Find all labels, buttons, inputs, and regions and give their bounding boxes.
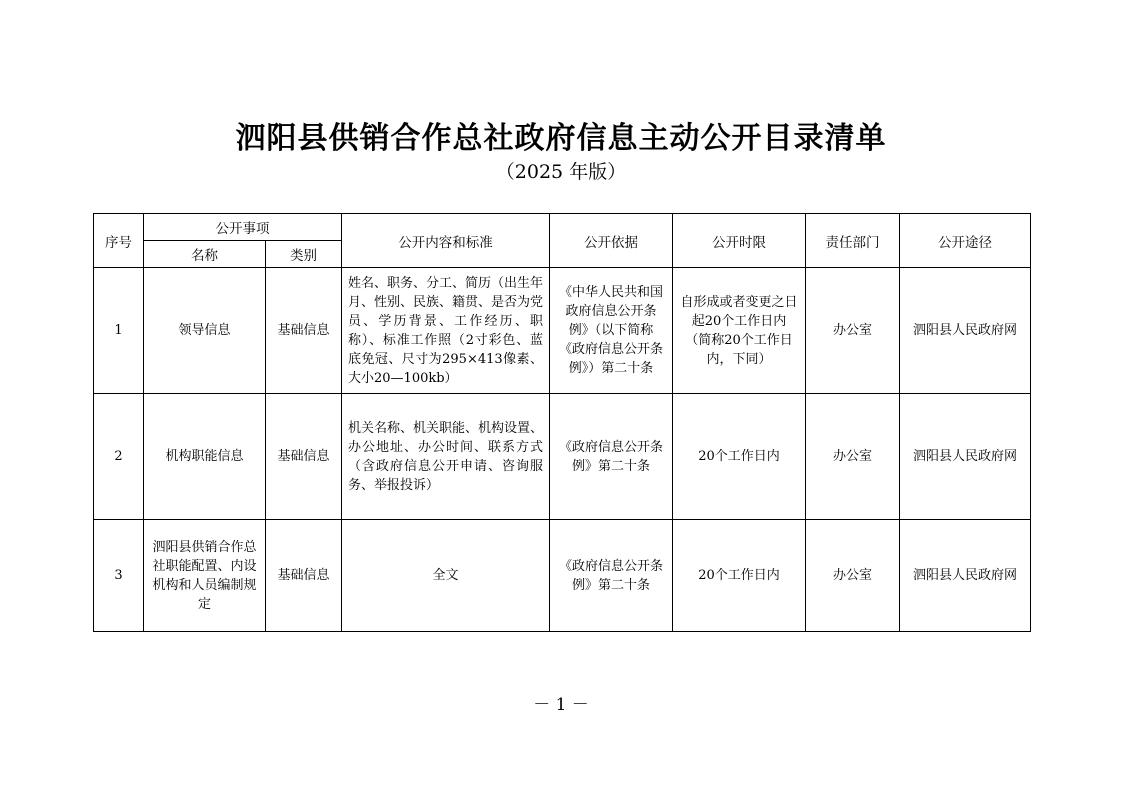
row-time-limit-text: 20个工作日内 [698,568,780,583]
table-row [94,520,1031,632]
row-time-limit [673,520,806,632]
row-content-text: 全文 [432,568,459,583]
row-channel: 泗阳县人民政府网 [900,268,1031,394]
row-basis [550,394,673,520]
header-name: 名称 [144,241,266,268]
row-name [144,268,266,394]
row-department: 办公室 [806,394,900,520]
header-row-top [94,214,1031,241]
row-content [342,394,550,520]
row-basis-text: 《中华人民共和国政府信息公开条例》（以下简称《政府信息公开条例》）第二十条 [558,285,663,376]
row-basis [550,520,673,632]
document-title: 泗阳县供销合作总社政府信息主动公开目录清单 [235,121,887,156]
row-name [144,394,266,520]
document-subtitle: （2025 年版） [495,161,627,183]
header-item-group: 公开事项 [144,214,342,241]
row-content [342,520,550,632]
disclosure-catalog-table [93,213,1031,632]
row-name-text: 机构职能信息 [165,449,244,464]
header-department: 责任部门 [806,214,900,268]
row-index: 2 [94,394,144,520]
row-index: 3 [94,520,144,632]
table-row [94,394,1031,520]
table-row [94,268,1031,394]
row-category: 基础信息 [266,520,342,632]
row-time-limit [673,394,806,520]
row-basis [550,268,673,394]
row-channel: 泗阳县人民政府网 [900,520,1031,632]
row-basis-text: 《政府信息公开条例》第二十条 [558,558,663,593]
row-category: 基础信息 [266,268,342,394]
row-content-text: 机关名称、机关职能、机构设置、办公地址、办公时间、联系方式（含政府信息公开申请、咨询服务、举报投诉） [348,420,544,493]
row-name [144,520,266,632]
header-category: 类别 [266,241,342,268]
header-index: 序号 [94,214,144,268]
row-time-limit-text: 自形成或者变更之日起20个工作日内（简称20个工作日内，下同） [680,294,798,367]
page-number: － 1 － [533,695,589,715]
row-content-text: 姓名、职务、分工、简历（出生年月、性别、民族、籍贯、是否为党员、学历背景、工作经历、职称）、标准工作照（2寸彩色、蓝底免冠、尺寸为295×413像素、大小20—100kb） [348,275,544,386]
row-index: 1 [94,268,144,394]
row-time-limit [673,268,806,394]
row-name-text: 领导信息 [178,323,231,338]
row-time-limit-text: 20个工作日内 [698,449,780,464]
row-department: 办公室 [806,268,900,394]
row-department: 办公室 [806,520,900,632]
row-category: 基础信息 [266,394,342,520]
header-channel: 公开途径 [900,214,1031,268]
row-content [342,268,550,394]
header-time-limit: 公开时限 [673,214,806,268]
header-content: 公开内容和标准 [342,214,550,268]
row-channel: 泗阳县人民政府网 [900,394,1031,520]
row-basis-text: 《政府信息公开条例》第二十条 [558,439,663,474]
row-name-text: 泗阳县供销合作总社职能配置、内设机构和人员编制规定 [152,539,257,612]
header-basis: 公开依据 [550,214,673,268]
